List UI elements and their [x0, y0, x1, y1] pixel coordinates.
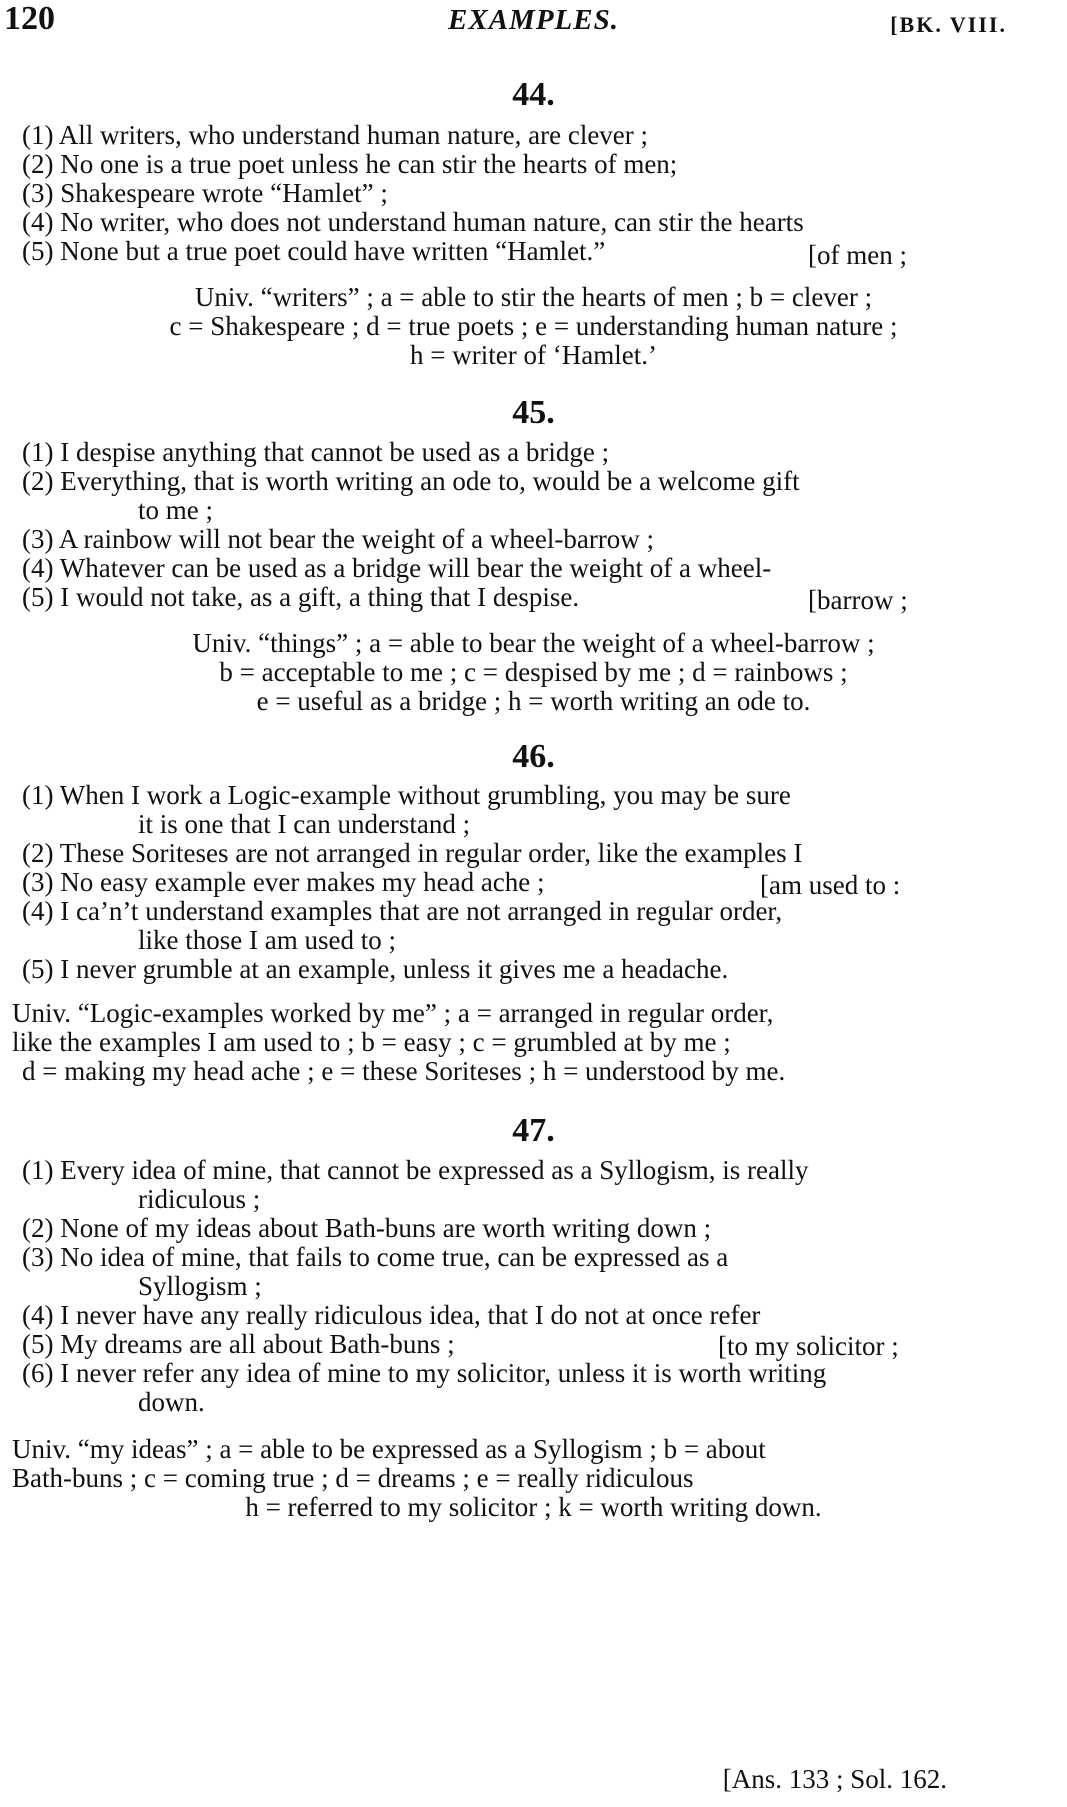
carry-over-text: [barrow ;	[808, 585, 908, 615]
premise-line: (3) A rainbow will not bear the weight of a wheel-barrow ;	[22, 524, 655, 554]
universe-line: h = writer of ‘Hamlet.’	[410, 340, 657, 370]
running-title: EXAMPLES.	[448, 4, 619, 36]
premise-line: it is one that I can understand ;	[138, 809, 471, 839]
example-number: 44.	[512, 76, 555, 113]
universe-line: c = Shakespeare ; d = true poets ; e = understanding human nature ;	[169, 311, 898, 341]
book-reference: [BK. VIII.	[890, 12, 1007, 37]
premise-line: (1) When I work a Logic-example without grumbling, you may be sure	[22, 780, 791, 810]
premise-line: (2) These Soriteses are not arranged in regular order, like the examples I	[22, 838, 803, 868]
example-number: 47.	[512, 1112, 555, 1149]
carry-over-text: [am used to :	[760, 870, 901, 900]
universe-line: Univ. “things” ; a = able to bear the weight of a wheel-barrow ;	[192, 628, 875, 658]
premise-line: (4) Whatever can be used as a bridge will bear the weight of a wheel-	[22, 553, 772, 583]
premise-line: (4) I ca’n’t understand examples that are not arranged in regular order,	[22, 896, 783, 926]
premise-line: (5) I never grumble at an example, unless it gives me a headache.	[22, 954, 729, 984]
premise-line: (4) No writer, who does not understand human nature, can stir the hearts	[22, 207, 804, 237]
universe-line: Univ. “writers” ; a = able to stir the hearts of men ; b = clever ;	[194, 282, 873, 312]
premise-line: (2) Everything, that is worth writing an ode to, would be a welcome gift	[22, 466, 800, 496]
premise-line: (3) Shakespeare wrote “Hamlet” ;	[22, 178, 388, 208]
universe-line: like the examples I am used to ; b = easy ; c = grumbled at by me ;	[12, 1027, 731, 1057]
universe-line: Univ. “my ideas” ; a = able to be expressed as a Syllogism ; b = about	[12, 1434, 766, 1464]
premise-line: (5) None but a true poet could have written “Hamlet.”	[22, 236, 606, 266]
carry-over-text: [of men ;	[808, 240, 907, 270]
premise-line: (2) None of my ideas about Bath-buns are worth writing down ;	[22, 1213, 712, 1243]
answer-reference: [Ans. 133 ; Sol. 162.	[722, 1764, 947, 1794]
page-number: 120	[4, 0, 55, 37]
carry-over-text: [to my solicitor ;	[718, 1331, 899, 1361]
premise-line: Syllogism ;	[138, 1271, 262, 1301]
premise-line: ridiculous ;	[138, 1184, 261, 1214]
premise-line: (5) My dreams are all about Bath-buns ;	[22, 1329, 455, 1359]
universe-line: Univ. “Logic-examples worked by me” ; a = arranged in regular order,	[12, 998, 774, 1028]
example-number: 45.	[512, 394, 555, 431]
premise-line: (5) I would not take, as a gift, a thing that I despise.	[22, 582, 580, 612]
universe-line: b = acceptable to me ; c = despised by me ; d = rainbows ;	[219, 657, 848, 687]
premise-line: (1) Every idea of mine, that cannot be expressed as a Syllogism, is really	[22, 1155, 809, 1185]
universe-line: e = useful as a bridge ; h = worth writing an ode to.	[256, 686, 811, 716]
premise-line: like those I am used to ;	[138, 925, 396, 955]
premise-line: (1) All writers, who understand human nature, are clever ;	[22, 120, 649, 150]
universe-line: Bath-buns ; c = coming true ; d = dreams ; e = really ridiculous	[12, 1463, 694, 1493]
premise-line: (4) I never have any really ridiculous idea, that I do not at once refer	[22, 1300, 761, 1330]
premise-line: (6) I never refer any idea of mine to my solicitor, unless it is worth writing	[22, 1358, 827, 1388]
premise-line: to me ;	[138, 495, 213, 525]
premise-line: (1) I despise anything that cannot be used as a bridge ;	[22, 437, 610, 467]
example-number: 46.	[512, 738, 555, 775]
premise-line: down.	[138, 1387, 205, 1417]
premise-line: (3) No easy example ever makes my head ache ;	[22, 867, 545, 897]
premise-line: (2) No one is a true poet unless he can stir the hearts of men;	[22, 149, 678, 179]
premise-line: (3) No idea of mine, that fails to come true, can be expressed as a	[22, 1242, 729, 1272]
universe-line: h = referred to my solicitor ; k = worth writing down.	[245, 1492, 822, 1522]
universe-line: d = making my head ache ; e = these Soriteses ; h = understood by me.	[22, 1056, 786, 1086]
